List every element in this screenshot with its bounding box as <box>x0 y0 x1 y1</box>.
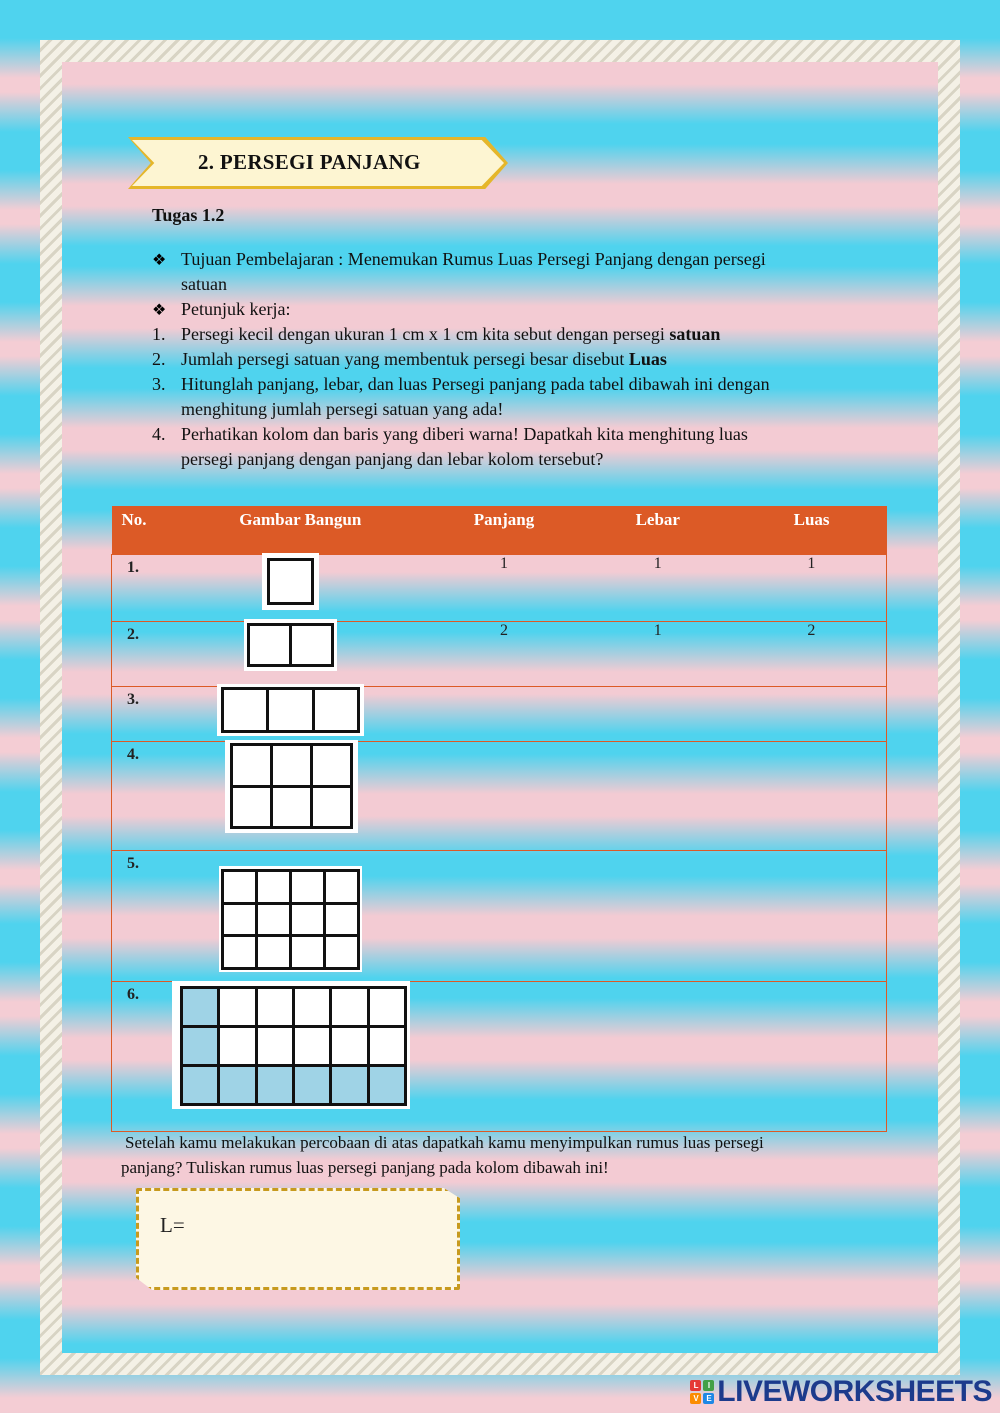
panjang-input[interactable] <box>429 742 579 851</box>
logo-letter: I <box>703 1380 714 1391</box>
diamond-bullet-icon: ❖ <box>152 302 167 319</box>
step-2-text: Jumlah persegi satuan yang membentuk persegi besar disebut <box>181 349 629 369</box>
section-title: 2. PERSEGI PANJANG <box>198 150 421 174</box>
logo-letter: E <box>703 1393 714 1404</box>
answer-box[interactable] <box>136 1188 460 1290</box>
luas-input[interactable] <box>737 982 887 1132</box>
instructions-title: Petunjuk kerja: <box>181 299 291 319</box>
row-number: 2. <box>112 622 172 687</box>
panjang-value[interactable]: 1 <box>429 555 579 622</box>
answer-label: L= <box>160 1213 185 1237</box>
panjang-input[interactable] <box>429 982 579 1132</box>
conclusion-line1: Setelah kamu melakukan percobaan di atas dapatkah kamu menyimpulkan rumus luas persegi <box>125 1133 764 1152</box>
panjang-input[interactable] <box>429 851 579 982</box>
unit-square-grid <box>247 623 334 667</box>
objective-line1: Tujuan Pembelajaran : Menemukan Rumus Luas Persegi Panjang dengan persegi <box>181 249 766 269</box>
row-number: 5. <box>112 851 172 982</box>
lebar-input[interactable] <box>579 687 737 742</box>
unit-square-grid <box>221 869 360 970</box>
step-1-bold: satuan <box>669 324 721 344</box>
objective-line2: satuan <box>181 274 227 294</box>
step-2 <box>181 347 667 372</box>
step-4-line1: Perhatikan kolom dan baris yang diberi warna! Dapatkah kita menghitung luas <box>181 424 748 444</box>
step-number: 2. <box>152 349 166 369</box>
panjang-value[interactable]: 2 <box>429 622 579 687</box>
task-label: Tugas 1.2 <box>152 205 225 225</box>
unit-square-grid <box>267 558 314 605</box>
step-number: 3. <box>152 374 166 394</box>
logo-letter: L <box>690 1380 701 1391</box>
unit-square-grid <box>221 687 360 733</box>
shape-6-figure <box>172 981 410 1109</box>
row-number: 6. <box>112 982 172 1132</box>
step-1-text: Persegi kecil dengan ukuran 1 cm x 1 cm kita sebut dengan persegi <box>181 324 670 344</box>
lebar-input[interactable] <box>579 742 737 851</box>
shape-3-figure <box>217 684 364 736</box>
header-no: No. <box>112 506 172 555</box>
luas-input[interactable] <box>737 851 887 982</box>
lebar-value[interactable]: 1 <box>579 622 737 687</box>
step-4-line2: persegi panjang dengan panjang dan lebar kolom tersebut? <box>181 449 604 469</box>
header-lebar: Lebar <box>579 506 737 555</box>
unit-square-grid <box>230 743 353 829</box>
diamond-bullet-icon: ❖ <box>152 252 167 269</box>
step-3-line2: menghitung jumlah persegi satuan yang ada! <box>181 399 504 419</box>
step-number: 4. <box>152 424 166 444</box>
panjang-input[interactable] <box>429 687 579 742</box>
logo-icon <box>690 1380 714 1404</box>
table-row <box>112 555 887 622</box>
conclusion-line2: panjang? Tuliskan rumus luas persegi panjang pada kolom dibawah ini! <box>121 1158 609 1177</box>
row-number: 4. <box>112 742 172 851</box>
liveworksheets-logo[interactable] <box>690 1375 992 1409</box>
luas-input[interactable] <box>737 742 887 851</box>
shape-4-figure <box>225 740 358 833</box>
step-2-bold: Luas <box>628 349 667 369</box>
header-luas: Luas <box>737 506 887 555</box>
shape-5-figure <box>219 866 362 972</box>
lebar-input[interactable] <box>579 982 737 1132</box>
step-number: 1. <box>152 324 166 344</box>
header-panjang: Panjang <box>429 506 579 555</box>
shape-2-figure <box>244 619 337 671</box>
lebar-input[interactable] <box>579 851 737 982</box>
header-gambar: Gambar Bangun <box>171 506 429 555</box>
logo-letter: V <box>690 1393 701 1404</box>
luas-value[interactable]: 2 <box>737 622 887 687</box>
luas-input[interactable] <box>737 687 887 742</box>
brand-text: LIVEWORKSHEETS <box>717 1375 992 1408</box>
step-3-line1: Hitunglah panjang, lebar, dan luas Persegi panjang pada tabel dibawah ini dengan <box>181 374 770 394</box>
row-number: 1. <box>112 555 172 622</box>
shape-1-figure <box>262 553 319 610</box>
lebar-value[interactable]: 1 <box>579 555 737 622</box>
luas-value[interactable]: 1 <box>737 555 887 622</box>
step-1 <box>181 322 720 347</box>
row-number: 3. <box>112 687 172 742</box>
table-row <box>112 622 887 687</box>
unit-square-grid <box>180 986 407 1106</box>
